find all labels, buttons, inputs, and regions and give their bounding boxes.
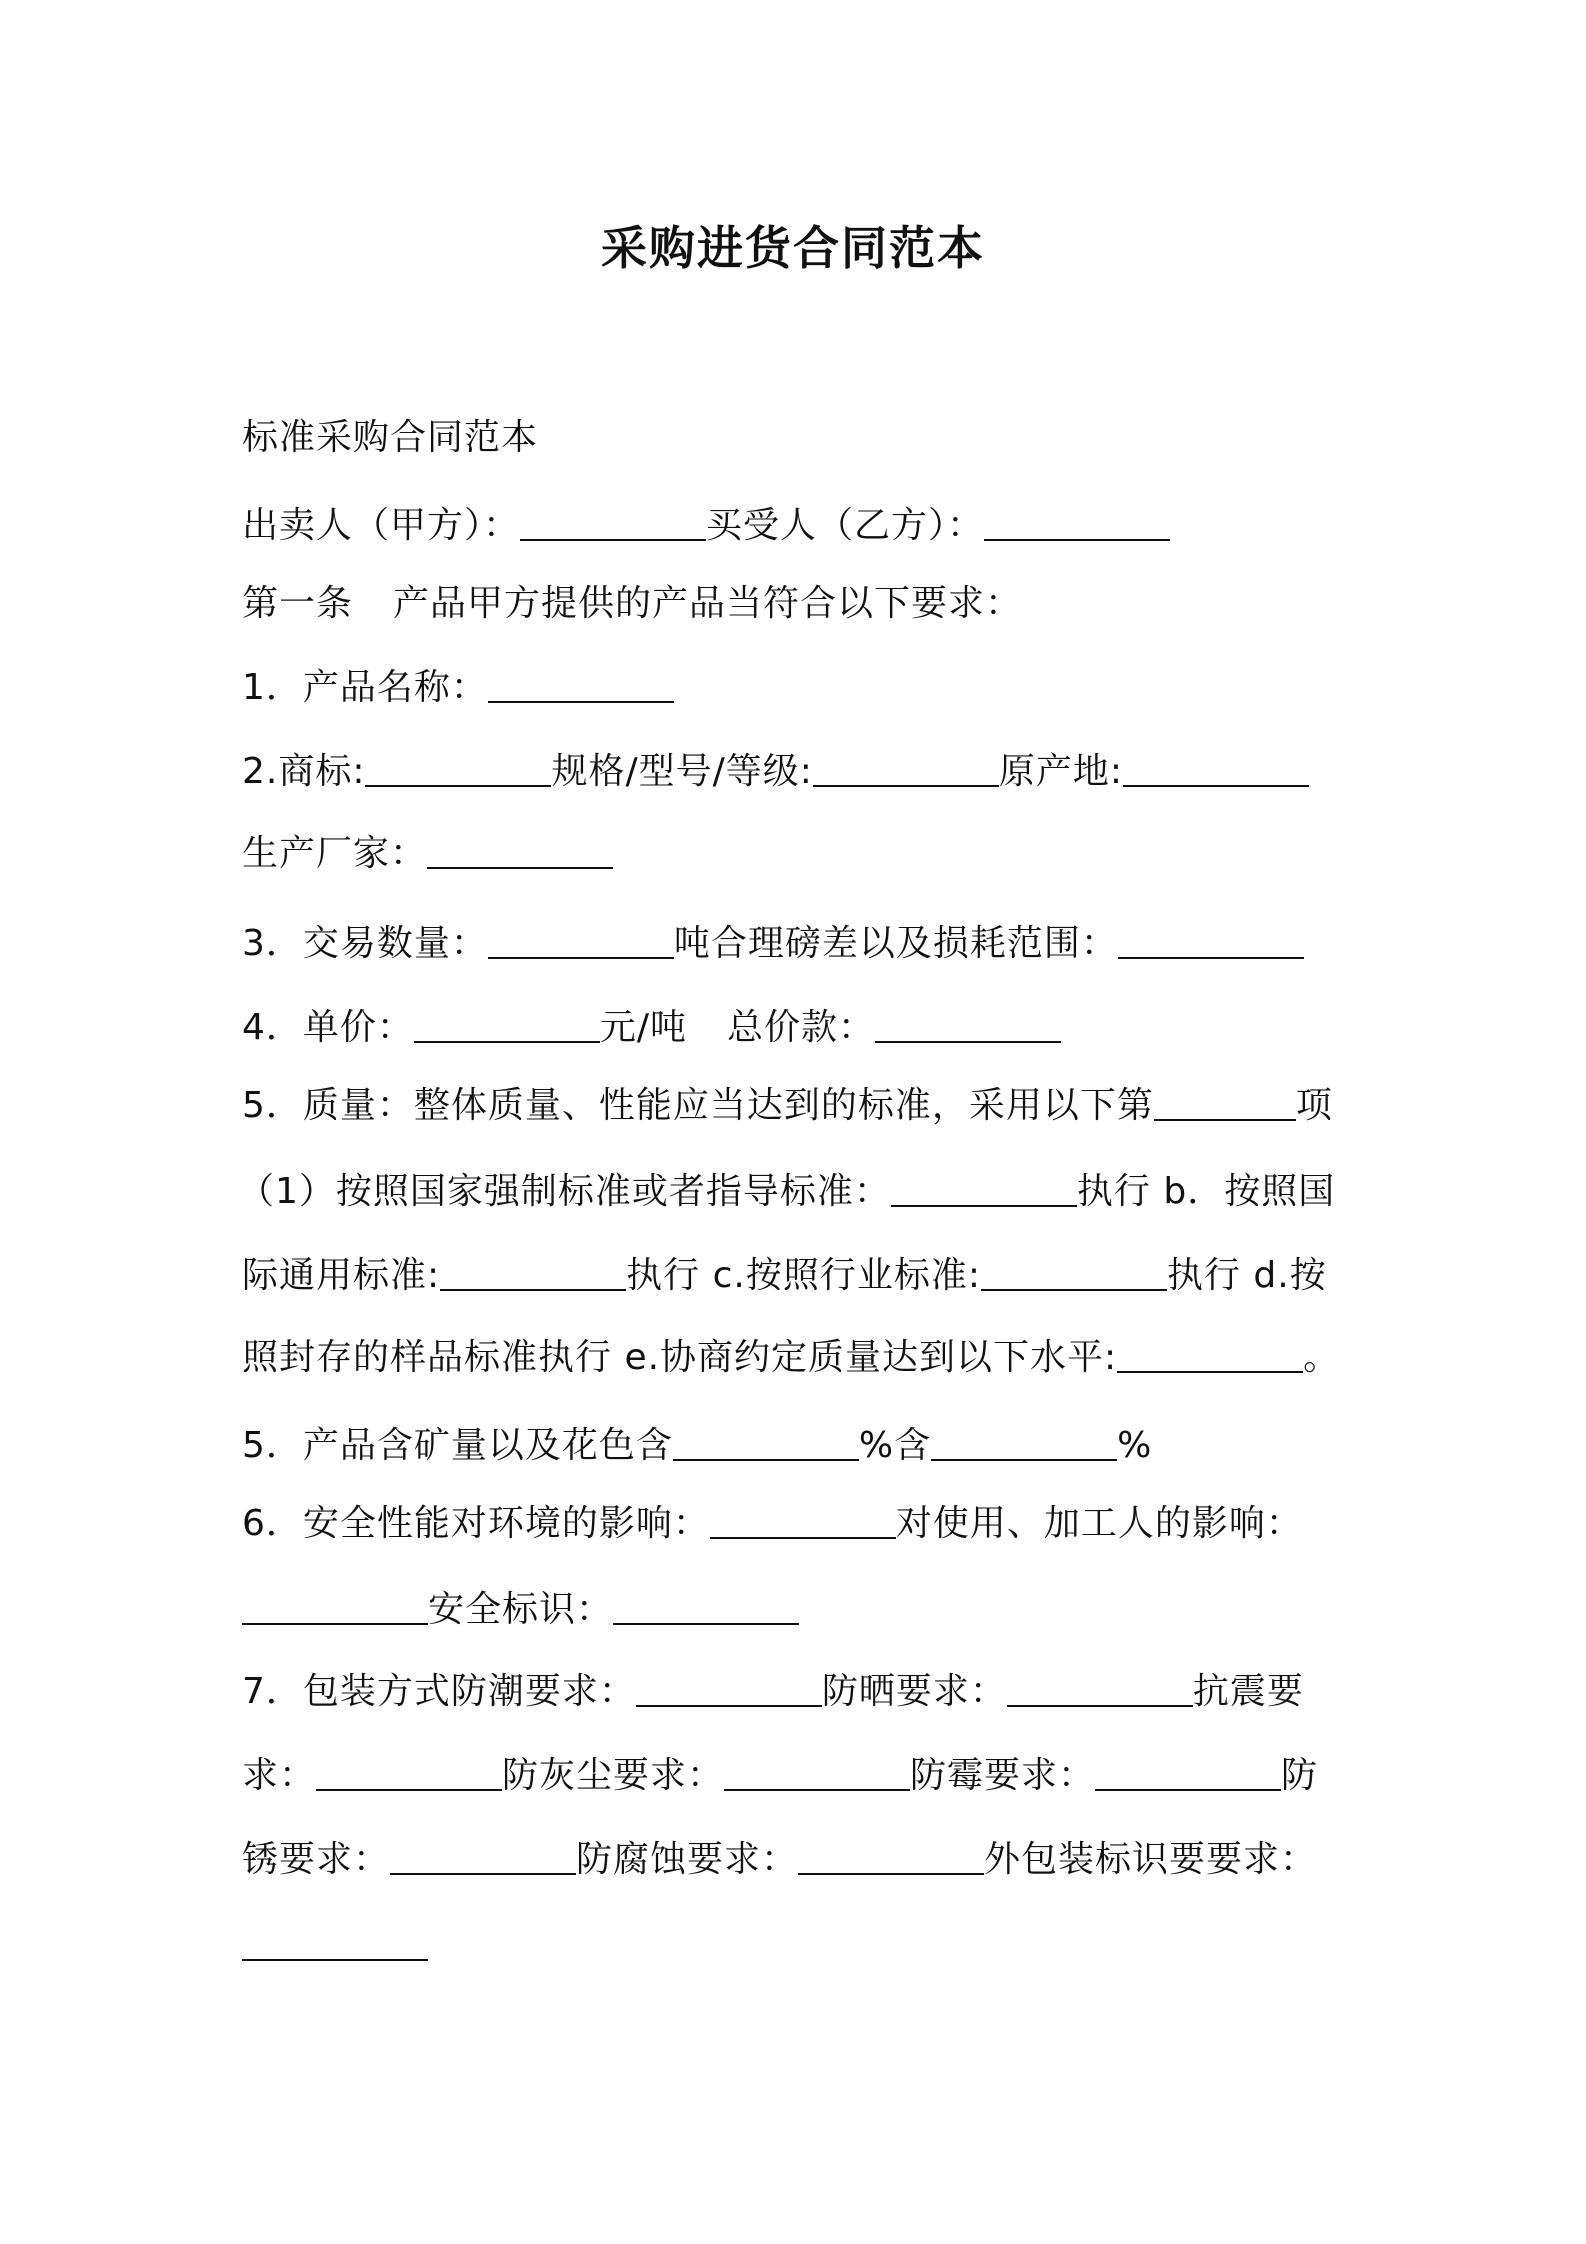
loss-range-blank: [1118, 923, 1304, 959]
buyer-blank: [984, 505, 1170, 541]
moisture-blank: [636, 1671, 822, 1707]
quantity-blank: [488, 923, 674, 959]
quality-option-blank: [1154, 1085, 1296, 1121]
sun-blank: [1007, 1671, 1193, 1707]
rust-blank: [390, 1839, 576, 1875]
item4-line: 4．单价： 元/吨 总价款：: [242, 1004, 1061, 1052]
item2-manufacturer-line: 生产厂家：: [242, 830, 613, 878]
corrosion-blank: [798, 1839, 984, 1875]
national-standard-blank: [891, 1171, 1077, 1207]
safety-mark-blank: [613, 1589, 799, 1625]
item6-safety-line: 安全标识：: [242, 1586, 799, 1634]
item5-p3-line: 照封存的样品标准执行 e.协商约定质量达到以下水平: 。: [242, 1337, 1341, 1378]
intl-standard-blank: [440, 1255, 626, 1291]
origin-blank: [1123, 751, 1309, 787]
unit-price-blank: [414, 1007, 600, 1043]
item6-line: 6．安全性能对环境的影响： 对使用、加工人的影响：: [242, 1503, 1303, 1544]
subtitle: 标准采购合同范本: [242, 417, 539, 458]
item2-line: 2.商标: 规格/型号/等级: 原产地:: [242, 748, 1309, 796]
item5-line: 5．质量：整体质量、性能应当达到的标准，采用以下第 项: [242, 1085, 1333, 1126]
industry-standard-blank: [981, 1255, 1167, 1291]
product-name-blank: [488, 667, 674, 703]
env-impact-blank: [710, 1503, 896, 1539]
mold-blank: [1095, 1755, 1281, 1791]
trademark-blank: [365, 751, 551, 787]
parties-line: 出卖人（甲方）： 买受人（乙方）：: [242, 502, 1170, 550]
item7-line3: 锈要求： 防腐蚀要求： 外包装标识要要求：: [242, 1839, 1318, 1880]
spec-blank: [813, 751, 999, 787]
item7-line: 7．包装方式防潮要求： 防晒要求： 抗震要: [242, 1671, 1304, 1712]
agreed-level-blank: [1117, 1337, 1303, 1373]
item5b-line: 5．产品含矿量以及花色含 %含 %: [242, 1425, 1153, 1466]
user-impact-blank: [242, 1589, 428, 1625]
seller-blank: [520, 505, 706, 541]
total-price-blank: [875, 1007, 1061, 1043]
quake-blank: [316, 1755, 502, 1791]
document-title: 采购进货合同范本: [601, 221, 985, 275]
item5-p2-line: 际通用标准: 执行 c.按照行业标准: 执行 d.按: [242, 1255, 1327, 1296]
item7-line2: 求： 防灰尘要求： 防霉要求： 防: [242, 1755, 1319, 1796]
manufacturer-blank: [427, 833, 613, 869]
ore-content-blank: [673, 1425, 859, 1461]
item7-line4: [242, 1922, 428, 1970]
item5-p1-line: （1）按照国家强制标准或者指导标准： 执行 b．按照国: [238, 1171, 1336, 1212]
outer-label-blank: [242, 1925, 428, 1961]
item1-line: 1．产品名称：: [242, 664, 674, 712]
dust-blank: [724, 1755, 910, 1791]
item3-line: 3．交易数量： 吨合理磅差以及损耗范围：: [242, 920, 1304, 968]
article1-line: 第一条 产品甲方提供的产品当符合以下要求：: [242, 583, 1023, 624]
color-content-blank: [931, 1425, 1117, 1461]
